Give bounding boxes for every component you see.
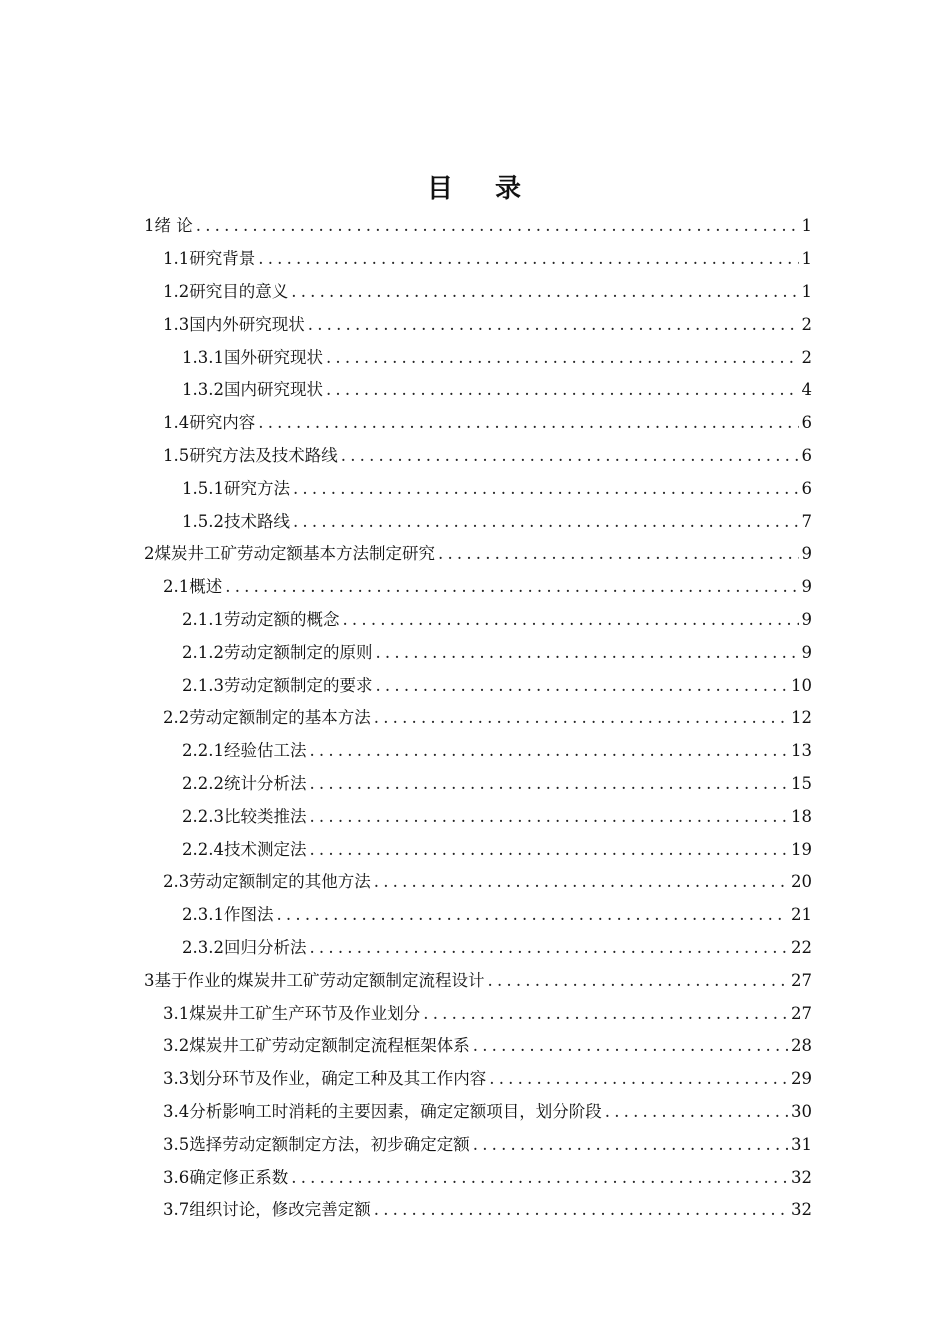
toc-entry-label: 1.5研究方法及技术路线 <box>163 445 338 465</box>
toc-entry-page-number: 1 <box>801 249 812 269</box>
toc-entry[interactable] <box>0 210 950 243</box>
toc-entry-label: 1绪 论 <box>144 216 193 236</box>
toc-dot-leader <box>293 479 799 499</box>
toc-entry-label: 1.3国内外研究现状 <box>163 314 305 334</box>
toc-entry[interactable] <box>0 374 950 407</box>
toc-dot-leader <box>309 774 788 794</box>
toc-entry-page-number: 12 <box>791 708 812 728</box>
toc-entry[interactable] <box>0 341 950 374</box>
toc-entry-label: 2.2.1经验估工法 <box>182 741 307 761</box>
toc-entry[interactable] <box>0 669 950 702</box>
toc-entry-page-number: 15 <box>791 773 812 793</box>
toc-entry-page-number: 6 <box>801 445 812 465</box>
toc-dot-leader <box>605 1102 788 1122</box>
toc-entry-page-number: 21 <box>791 905 812 925</box>
toc-entry-label: 3.6确定修正系数 <box>163 1167 289 1187</box>
toc-dot-leader <box>473 1135 788 1155</box>
page-title <box>0 168 950 205</box>
toc-entry-page-number: 6 <box>801 478 812 498</box>
toc-entry-label: 2.1概述 <box>163 577 223 597</box>
toc-dot-leader <box>309 741 788 761</box>
toc-entry-label: 2.2.2统计分析法 <box>182 773 307 793</box>
toc-entry[interactable] <box>0 1030 950 1063</box>
toc-entry-label: 3.4分析影响工时消耗的主要因素，确定定额项目，划分阶段 <box>163 1101 602 1121</box>
toc-dot-leader <box>276 905 788 925</box>
toc-entry[interactable] <box>0 899 950 932</box>
toc-entry-label: 3.7组织讨论，修改完善定额 <box>163 1200 371 1220</box>
toc-entry-page-number: 22 <box>791 937 812 957</box>
toc-entry-page-number: 13 <box>791 741 812 761</box>
toc-entry[interactable] <box>0 636 950 669</box>
title-char-right: 录 <box>495 174 524 204</box>
toc-entry-page-number: 2 <box>801 347 812 367</box>
toc-entry-page-number: 28 <box>791 1036 812 1056</box>
toc-dot-leader <box>375 676 788 696</box>
toc-dot-leader <box>375 643 798 663</box>
toc-dot-leader <box>438 544 799 564</box>
toc-entry[interactable] <box>0 800 950 833</box>
toc-entry-page-number: 9 <box>801 577 812 597</box>
toc-entry-page-number: 29 <box>791 1069 812 1089</box>
toc-entry[interactable] <box>0 1096 950 1129</box>
toc-entry-label: 1.5.2技术路线 <box>182 511 290 531</box>
toc-dot-leader <box>374 1200 788 1220</box>
toc-entry-label: 2.1.2劳动定额制定的原则 <box>182 642 373 662</box>
toc-entry-label: 2煤炭井工矿劳动定额基本方法制定研究 <box>144 544 435 564</box>
toc-entry[interactable] <box>0 735 950 768</box>
toc-entry-page-number: 9 <box>801 544 812 564</box>
toc-entry-label: 1.2研究目的意义 <box>163 281 289 301</box>
toc-entry-label: 3.2煤炭井工矿劳动定额制定流程框架体系 <box>163 1036 470 1056</box>
toc-entry-page-number: 27 <box>791 1003 812 1023</box>
toc-dot-leader <box>423 1004 788 1024</box>
toc-entry-page-number: 18 <box>791 806 812 826</box>
toc-entry-label: 2.2.3比较类推法 <box>182 806 307 826</box>
toc-entry-label: 3基于作业的煤炭井工矿劳动定额制定流程设计 <box>144 970 485 990</box>
toc-entry[interactable] <box>0 538 950 571</box>
toc-entry[interactable] <box>0 505 950 538</box>
toc-dot-leader <box>308 315 799 335</box>
toc-dot-leader <box>309 938 788 958</box>
toc-dot-leader <box>326 348 799 368</box>
toc-entry[interactable] <box>0 932 950 965</box>
toc-entry[interactable] <box>0 276 950 309</box>
toc-entry-page-number: 20 <box>791 872 812 892</box>
toc-dot-leader <box>196 216 799 236</box>
toc-entry-page-number: 7 <box>801 511 812 531</box>
toc-entry-page-number: 4 <box>801 380 812 400</box>
toc-entry[interactable] <box>0 308 950 341</box>
toc-entry-label: 2.2.4技术测定法 <box>182 839 307 859</box>
toc-dot-leader <box>291 1168 788 1188</box>
toc-entry-page-number: 31 <box>791 1134 812 1154</box>
toc-entry[interactable] <box>0 571 950 604</box>
toc-entry-page-number: 32 <box>791 1200 812 1220</box>
toc-dot-leader <box>374 872 788 892</box>
toc-entry-label: 1.3.1国外研究现状 <box>182 347 323 367</box>
table-of-contents <box>0 210 950 1227</box>
toc-dot-leader <box>341 446 799 466</box>
toc-entry-label: 1.4研究内容 <box>163 413 256 433</box>
toc-dot-leader <box>258 413 798 433</box>
toc-entry[interactable] <box>0 1161 950 1194</box>
toc-entry-page-number: 1 <box>801 216 812 236</box>
toc-dot-leader <box>342 610 798 630</box>
toc-entry-label: 2.2劳动定额制定的基本方法 <box>163 708 371 728</box>
toc-dot-leader <box>225 577 798 597</box>
toc-dot-leader <box>291 282 798 302</box>
toc-dot-leader <box>374 708 788 728</box>
toc-entry[interactable] <box>0 1128 950 1161</box>
toc-entry[interactable] <box>0 440 950 473</box>
toc-entry-label: 1.5.1研究方法 <box>182 478 290 498</box>
toc-dot-leader <box>309 807 788 827</box>
toc-entry-page-number: 10 <box>791 675 812 695</box>
toc-entry-page-number: 6 <box>801 413 812 433</box>
toc-dot-leader <box>489 1069 788 1089</box>
toc-entry-label: 3.1煤炭井工矿生产环节及作业划分 <box>163 1003 421 1023</box>
toc-entry[interactable] <box>0 866 950 899</box>
toc-entry-label: 2.3.1作图法 <box>182 905 274 925</box>
toc-dot-leader <box>258 249 798 269</box>
toc-dot-leader <box>473 1036 788 1056</box>
toc-entry-label: 2.1.3劳动定额制定的要求 <box>182 675 373 695</box>
title-char-left: 目 <box>426 174 455 204</box>
toc-entry-label: 3.5选择劳动定额制定方法，初步确定定额 <box>163 1134 470 1154</box>
toc-entry[interactable] <box>0 604 950 637</box>
toc-entry[interactable] <box>0 407 950 440</box>
toc-entry-page-number: 32 <box>791 1167 812 1187</box>
toc-dot-leader <box>293 512 799 532</box>
toc-entry-label: 1.3.2国内研究现状 <box>182 380 323 400</box>
toc-entry-label: 2.3劳动定额制定的其他方法 <box>163 872 371 892</box>
toc-entry[interactable] <box>0 702 950 735</box>
toc-entry-page-number: 2 <box>801 314 812 334</box>
toc-entry-page-number: 19 <box>791 839 812 859</box>
toc-entry[interactable] <box>0 833 950 866</box>
toc-entry-label: 1.1研究背景 <box>163 249 256 269</box>
toc-entry[interactable] <box>0 964 950 997</box>
toc-entry[interactable] <box>0 243 950 276</box>
toc-dot-leader <box>309 840 788 860</box>
toc-entry[interactable] <box>0 472 950 505</box>
toc-dot-leader <box>326 380 799 400</box>
toc-entry-page-number: 27 <box>791 970 812 990</box>
toc-entry-label: 3.3划分环节及作业，确定工种及其工作内容 <box>163 1069 487 1089</box>
toc-entry[interactable] <box>0 1063 950 1096</box>
toc-entry-label: 2.3.2回归分析法 <box>182 937 307 957</box>
toc-entry[interactable] <box>0 997 950 1030</box>
toc-entry-page-number: 9 <box>801 642 812 662</box>
toc-dot-leader <box>488 971 789 991</box>
toc-entry-page-number: 30 <box>791 1101 812 1121</box>
toc-entry-page-number: 9 <box>801 609 812 629</box>
toc-entry[interactable] <box>0 1194 950 1227</box>
toc-entry-label: 2.1.1劳动定额的概念 <box>182 609 340 629</box>
toc-entry[interactable] <box>0 768 950 801</box>
toc-entry-page-number: 1 <box>801 281 812 301</box>
